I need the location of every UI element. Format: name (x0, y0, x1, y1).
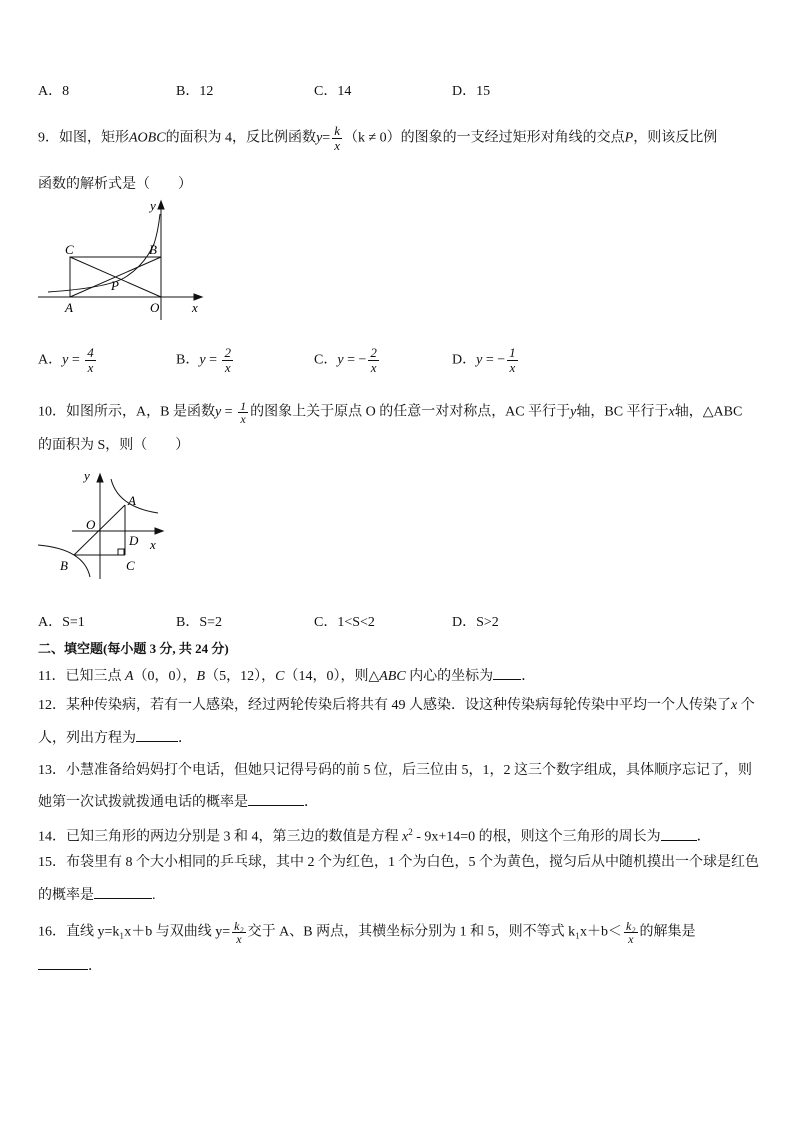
q9-figure (36, 196, 208, 320)
q9-label-b: B (149, 242, 157, 257)
q9-stem: 9．如图，矩形AOBC的面积为 4，反比例函数y= $\frac{k}{x}$ （k ≠ 0）的图象的一支经过矩形对角线的交点P，则该反比例 (38, 123, 718, 153)
q8-option-d: D．15 (452, 84, 491, 99)
q10-axis-x: x (150, 537, 156, 552)
q11-answer-blank (493, 666, 521, 680)
q13-stem: 13．小慧准备给妈妈打个电话，但她只记得号码的前 5 位，后三位由 5，1，2 这三个数字组成，具体顺序忘记了，则 (38, 763, 752, 778)
q15-stem: 15．布袋里有 8 个大小相同的乒乓球，其中 2 个为红色，1 个为白色，5 个为黄色，搅匀后从中随机摸出一个球是红色 (38, 855, 759, 870)
q12-stem-line2: 人，列出方程为 ． (38, 728, 192, 748)
q12-answer-blank (136, 728, 178, 742)
q15-stem-line2: 的概率是 . (38, 885, 156, 905)
q10-figure (36, 463, 172, 579)
q9-option-b: B．y = $\frac{2}{x}$ (176, 345, 231, 375)
q9-function-fraction: $\frac{k}{x}$ (334, 123, 340, 153)
q16-stem: 16．直线 y=k₁x＋b 与双曲线 y= $\frac{\text{k₂}}{x}$ 交于 A、B 两点，其横坐标分别为 1 和 5，则不等式 k₁x＋b＜ $\frac{\text{k₂}}{x}$ 的解集是 (38, 919, 696, 946)
q9-option-d: D．y = − $\frac{1}{x}$ (452, 345, 516, 375)
q16-stem-line2: ． (38, 956, 102, 976)
q12-stem: 12．某种传染病，若有一人感染，经过两轮传染后将共有 49 人感染．设这种传染病每轮传染中平均一个人传染了x 个 (38, 698, 755, 713)
q9-label-o: O (150, 300, 160, 315)
q13-answer-blank (248, 792, 304, 806)
q14-answer-blank (661, 827, 697, 841)
q8-option-a: A．8 (38, 84, 70, 99)
q10-stem-line2: 的面积为 S，则（ ） (38, 438, 190, 453)
q9-axis-y: y (150, 198, 156, 213)
q10-label-a: A (128, 493, 136, 508)
q16-answer-blank (38, 956, 88, 970)
q10-label-c: C (126, 558, 135, 573)
q9-label-a: A (65, 300, 73, 315)
q14-stem: 14．已知三角形的两边分别是 3 和 4，第三边的数值是方程 $x^2 - 9x+14=0$ 的根，则这个三角形的周长为 ． (38, 827, 711, 845)
q9-label-p: P (111, 278, 119, 293)
q8-option-c: C．14 (314, 84, 352, 99)
q9-option-c: C．y = − $\frac{2}{x}$ (314, 345, 377, 375)
q11-stem: 11．已知三点 A（0，0），B（5，12），C（14，0），则△ABC 内心的坐标为 ． (38, 666, 535, 686)
q10-option-d: D．S>2 (452, 615, 499, 630)
q9-option-a: A．y = $\frac{4}{x}$ (38, 345, 94, 375)
q10-label-o: O (86, 517, 96, 532)
q10-label-b: B (60, 558, 68, 573)
section-title: 二、填空题(每小题 3 分, 共 24 分) (38, 641, 229, 656)
q9-axis-x: x (192, 300, 198, 315)
q10-option-a: A．S=1 (38, 615, 85, 630)
q15-answer-blank (94, 885, 152, 899)
q9-stem-line2: 函数的解析式是（ ） (38, 177, 192, 192)
q8-option-b: B．12 (176, 84, 214, 99)
q10-option-c: C．1<S<2 (314, 615, 375, 630)
q13-stem-line2: 她第一次试拨就拨通电话的概率是 ． (38, 792, 318, 812)
q10-option-b: B．S=2 (176, 615, 223, 630)
q10-stem: 10．如图所示，A，B 是函数y = $\frac{1}{x}$ 的图象上关于原点 O 的任意一对对称点，AC 平行于y轴，BC 平行于x轴，△ABC (38, 399, 743, 426)
q9-label-c: C (65, 242, 74, 257)
q10-axis-y: y (84, 468, 90, 483)
q10-label-d: D (129, 533, 139, 548)
